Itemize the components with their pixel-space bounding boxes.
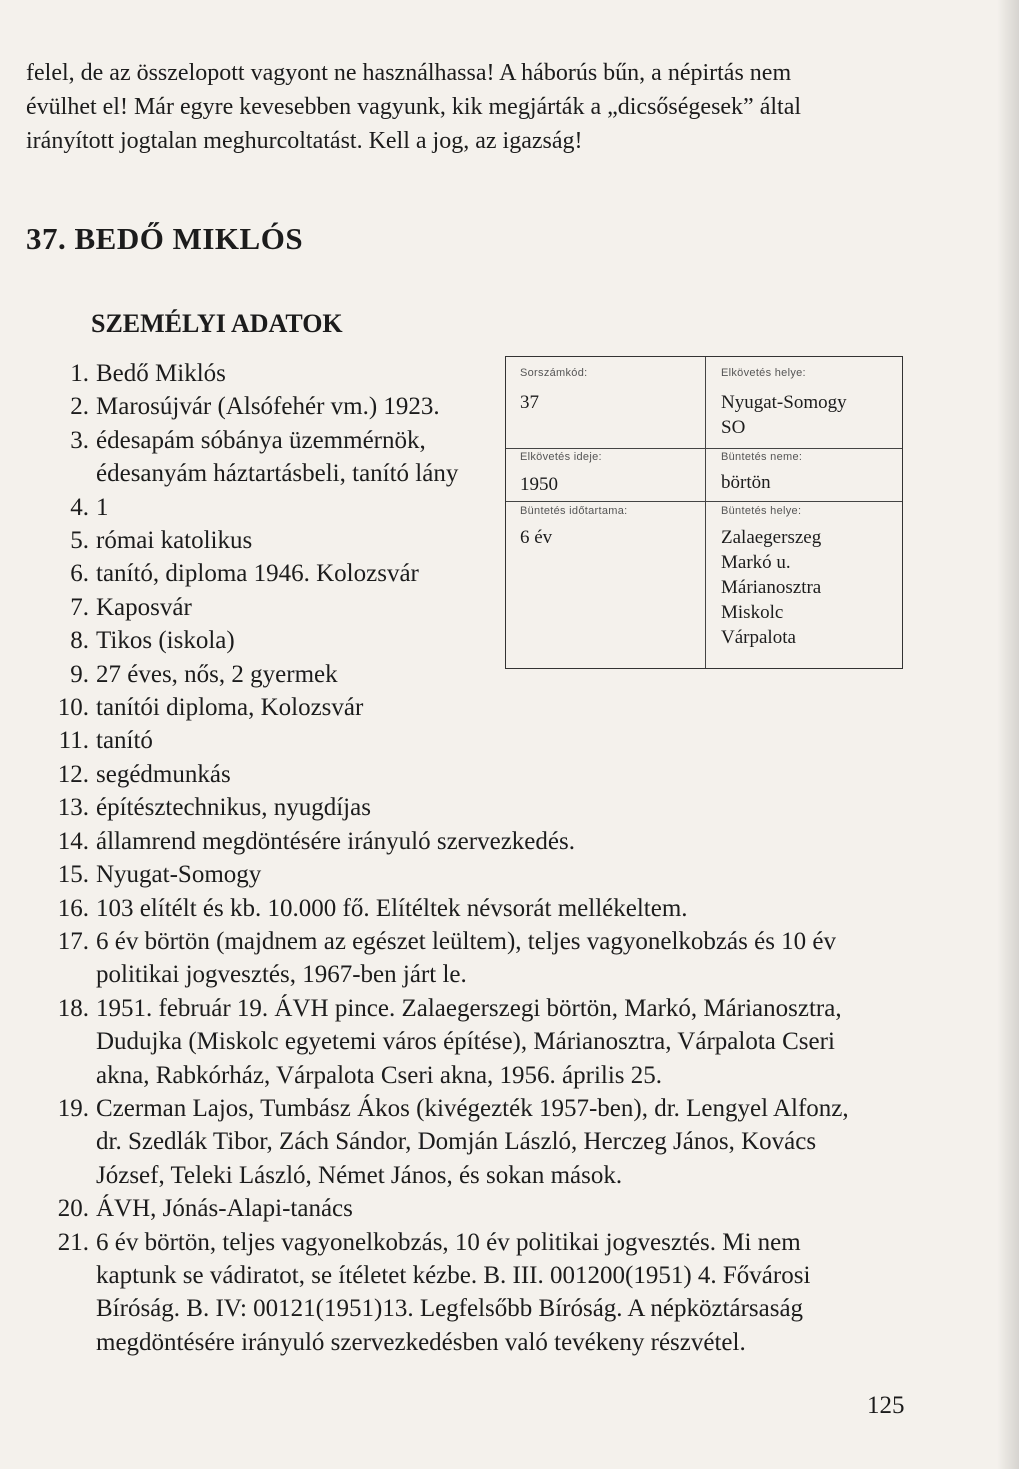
cell-buntetes-neme [721, 451, 802, 495]
cell-elkovetes-ideje [520, 451, 602, 497]
cell-value: Zalaegerszeg [721, 527, 822, 548]
cell-value: 37 [520, 392, 539, 413]
item-text: Bedő Miklós [96, 360, 226, 387]
intro-line: irányított jogtalan meghurcoltatást. Kell a jog, az igazság! [26, 128, 583, 154]
item-number: 19. [57, 1094, 89, 1122]
item-number: 2. [70, 393, 89, 421]
item-text: 27 éves, nős, 2 gyermek [96, 660, 338, 688]
list-item [0, 758, 1000, 791]
list-item [0, 858, 1000, 891]
cell-value: Márianosztra [721, 577, 822, 598]
item-number: 20. [57, 1195, 89, 1223]
item-text: politikai jogvesztés, 1967-ben járt le. [96, 961, 467, 989]
item-number: 9. [70, 660, 89, 688]
page-number: 125 [867, 1392, 905, 1419]
cell-label: Elkövetés helye: [721, 367, 806, 379]
item-text: akna, Rabkórház, Várpalota Cseri akna, 1956. április 25. [96, 1061, 663, 1089]
cell-value: Markó u. [721, 552, 791, 573]
item-number: 8. [70, 627, 89, 655]
cell-buntetes-helye [721, 505, 821, 650]
item-text: építésztechnikus, nyugdíjas [96, 794, 371, 822]
intro-line: felel, de az összelopott vagyont ne használhassa! A háborús bűn, a népirtás nem [26, 60, 792, 86]
item-number: 11. [58, 727, 89, 755]
info-box-divider [705, 357, 706, 668]
item-text: tanító, diploma 1946. Kolozsvár [96, 560, 419, 588]
cell-value: 6 év [520, 527, 553, 548]
item-number: 1. [70, 360, 89, 387]
item-number: 4. [70, 493, 89, 521]
list-item [0, 1092, 1000, 1192]
item-number: 15. [57, 861, 89, 889]
info-box-divider [506, 501, 902, 502]
item-text: ÁVH, Jónás-Alapi-tanács [96, 1195, 353, 1223]
item-number: 10. [57, 694, 89, 722]
cell-value: Várpalota [721, 627, 796, 648]
item-text: segédmunkás [96, 760, 231, 788]
cell-label: Büntetés neme: [721, 451, 803, 463]
list-item [0, 791, 1000, 824]
item-text: Tikos (iskola) [96, 627, 235, 655]
cell-value: SO [721, 417, 746, 438]
cell-value: 1950 [520, 474, 558, 495]
item-text: Bíróság. B. IV: 00121(1951)13. Legfelsőbb Bíróság. A népköztársaság [96, 1295, 804, 1323]
list-item [0, 825, 1000, 858]
item-text: megdöntésére irányuló szervezkedésben való tevékeny részvétel. [96, 1328, 746, 1356]
section-title: SZEMÉLYI ADATOK [91, 309, 343, 338]
cell-elkovetes-helye [721, 367, 847, 440]
item-text: 6 év börtön (majdnem az egészet leültem), teljes vagyonelkobzás és 10 év [96, 927, 837, 955]
item-number: 17. [57, 927, 89, 955]
list-item [0, 1226, 1000, 1360]
item-number: 7. [70, 593, 89, 621]
list-item [0, 892, 1000, 925]
cell-sorszamkod [520, 367, 588, 415]
item-text: Marosújvár (Alsófehér vm.) 1923. [96, 393, 440, 421]
item-number: 6. [70, 560, 89, 588]
cell-label: Sorszámkód: [520, 367, 588, 379]
list-item [0, 691, 1000, 724]
page-edge-shadow [997, 0, 1019, 1469]
item-text: 103 elítélt és kb. 10.000 fő. Elítéltek névsorát mellékeltem. [96, 894, 688, 922]
item-text: Nyugat-Somogy [96, 861, 262, 889]
cell-value: börtön [721, 472, 771, 493]
cell-value: Nyugat-Somogy [721, 392, 847, 413]
item-text: tanítói diploma, Kolozsvár [96, 694, 364, 722]
list-item [0, 724, 1000, 757]
cell-value: Miskolc [721, 602, 784, 623]
item-number: 5. [70, 527, 89, 555]
info-box-divider [506, 448, 902, 449]
intro-paragraph [26, 56, 916, 158]
item-number: 16. [57, 894, 89, 922]
item-text: édesapám sóbánya üzemmérnök, [96, 426, 426, 454]
list-item [0, 1192, 1000, 1225]
item-text: kaptunk se vádiratot, se ítéletet kézbe. B. III. 001200(1951) 4. Fővárosi [96, 1261, 811, 1289]
item-text: Czerman Lajos, Tumbász Ákos (kivégezték 1957-ben), dr. Lengyel Alfonz, [96, 1094, 849, 1122]
item-text: államrend megdöntésére irányuló szervezkedés. [96, 827, 575, 855]
item-text: 1951. február 19. ÁVH pince. Zalaegerszegi börtön, Markó, Márianosztra, [96, 994, 842, 1022]
list-item [0, 925, 1000, 992]
case-info-box [505, 356, 903, 669]
item-number: 21. [57, 1228, 89, 1256]
item-text: dr. Szedlák Tibor, Zách Sándor, Domján László, Herczeg János, Kovács [96, 1128, 817, 1156]
cell-buntetes-idotartama [520, 505, 628, 550]
item-number: 18. [57, 994, 89, 1022]
item-text: Dudujka (Miskolc egyetemi város építése), Márianosztra, Várpalota Cseri [96, 1028, 835, 1056]
item-number: 14. [57, 827, 89, 855]
chapter-title: 37. BEDŐ MIKLÓS [26, 221, 304, 256]
item-text: József, Teleki László, Német János, és sokan mások. [96, 1161, 623, 1189]
intro-line: évülhet el! Már egyre kevesebben vagyunk, kik megjárták a „dicsőségesek” által [26, 94, 802, 120]
cell-label: Elkövetés ideje: [520, 451, 602, 463]
item-text: római katolikus [96, 527, 253, 555]
item-text: tanító [96, 727, 153, 755]
item-number: 12. [57, 760, 89, 788]
item-text: édesanyám háztartásbeli, tanító lány [96, 460, 459, 488]
item-number: 13. [57, 794, 89, 822]
item-text: 1 [96, 493, 109, 521]
cell-label: Büntetés időtartama: [520, 505, 628, 517]
list-item [0, 992, 1000, 1092]
cell-label: Büntetés helye: [721, 505, 802, 517]
item-text: 6 év börtön, teljes vagyonelkobzás, 10 év politikai jogvesztés. Mi nem [96, 1228, 801, 1256]
item-text: Kaposvár [96, 593, 192, 621]
item-number: 3. [70, 426, 89, 454]
